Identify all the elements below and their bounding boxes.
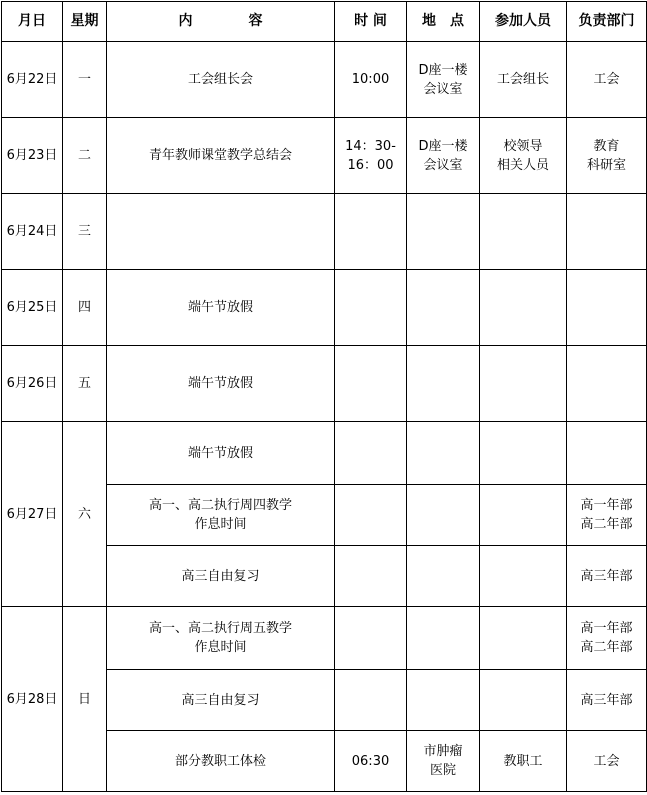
participants-cell [480, 670, 567, 731]
place-cell [407, 194, 480, 270]
content-cell: 高一、高二执行周五教学 作息时间 [107, 607, 335, 670]
table-row [2, 607, 647, 670]
place-cell [407, 607, 480, 670]
participants-cell [480, 194, 567, 270]
table-row [2, 346, 647, 422]
department-cell [567, 346, 647, 422]
department-cell: 高一年部 高二年部 [567, 607, 647, 670]
schedule-table [1, 1, 647, 792]
place-cell [407, 670, 480, 731]
content-cell: 高三自由复习 [107, 670, 335, 731]
place-cell: D座一楼 会议室 [407, 42, 480, 118]
participants-cell: 教职工 [480, 731, 567, 792]
participants-cell [480, 546, 567, 607]
place-cell: D座一楼 会议室 [407, 118, 480, 194]
date-cell: 6月22日 [2, 42, 63, 118]
content-cell: 端午节放假 [107, 346, 335, 422]
content-cell: 部分教职工体检 [107, 731, 335, 792]
weekday-cell: 日 [63, 607, 107, 792]
participants-cell: 工会组长 [480, 42, 567, 118]
participants-cell [480, 422, 567, 485]
time-cell [335, 270, 407, 346]
weekday-cell: 三 [63, 194, 107, 270]
header-place: 地 点 [407, 2, 480, 42]
content-cell: 高三自由复习 [107, 546, 335, 607]
weekday-cell: 二 [63, 118, 107, 194]
time-cell [335, 546, 407, 607]
date-cell: 6月25日 [2, 270, 63, 346]
department-cell: 教育 科研室 [567, 118, 647, 194]
department-cell: 高三年部 [567, 546, 647, 607]
department-cell: 高三年部 [567, 670, 647, 731]
time-cell [335, 194, 407, 270]
department-cell: 高一年部 高二年部 [567, 485, 647, 546]
participants-cell [480, 485, 567, 546]
table-row [2, 118, 647, 194]
header-time: 时 间 [335, 2, 407, 42]
time-cell: 10:00 [335, 42, 407, 118]
time-cell: 14：30- 16：00 [335, 118, 407, 194]
time-cell [335, 485, 407, 546]
participants-cell [480, 607, 567, 670]
table-row [2, 194, 647, 270]
date-cell: 6月26日 [2, 346, 63, 422]
header-participants: 参加人员 [480, 2, 567, 42]
date-cell: 6月24日 [2, 194, 63, 270]
participants-cell [480, 270, 567, 346]
place-cell [407, 346, 480, 422]
weekday-cell: 五 [63, 346, 107, 422]
time-cell [335, 607, 407, 670]
content-cell: 青年教师课堂教学总结会 [107, 118, 335, 194]
content-cell [107, 194, 335, 270]
place-cell [407, 485, 480, 546]
department-cell [567, 422, 647, 485]
department-cell [567, 270, 647, 346]
content-cell: 高一、高二执行周四教学 作息时间 [107, 485, 335, 546]
table-row [2, 270, 647, 346]
place-cell [407, 546, 480, 607]
header-content: 内 容 [107, 2, 335, 42]
header-month-day: 月日 [2, 2, 63, 42]
participants-cell [480, 346, 567, 422]
content-cell: 端午节放假 [107, 270, 335, 346]
time-cell [335, 670, 407, 731]
table-row [2, 422, 647, 485]
time-cell: 06:30 [335, 731, 407, 792]
place-cell [407, 270, 480, 346]
date-cell: 6月27日 [2, 422, 63, 607]
department-cell [567, 194, 647, 270]
place-cell: 市肿瘤 医院 [407, 731, 480, 792]
header-row [2, 2, 647, 42]
time-cell [335, 346, 407, 422]
date-cell: 6月28日 [2, 607, 63, 792]
time-cell [335, 422, 407, 485]
table-row [2, 42, 647, 118]
participants-cell: 校领导 相关人员 [480, 118, 567, 194]
weekday-cell: 一 [63, 42, 107, 118]
header-weekday: 星期 [63, 2, 107, 42]
weekday-cell: 四 [63, 270, 107, 346]
content-cell: 工会组长会 [107, 42, 335, 118]
department-cell: 工会 [567, 42, 647, 118]
header-department: 负责部门 [567, 2, 647, 42]
date-cell: 6月23日 [2, 118, 63, 194]
content-cell: 端午节放假 [107, 422, 335, 485]
department-cell: 工会 [567, 731, 647, 792]
weekday-cell: 六 [63, 422, 107, 607]
place-cell [407, 422, 480, 485]
